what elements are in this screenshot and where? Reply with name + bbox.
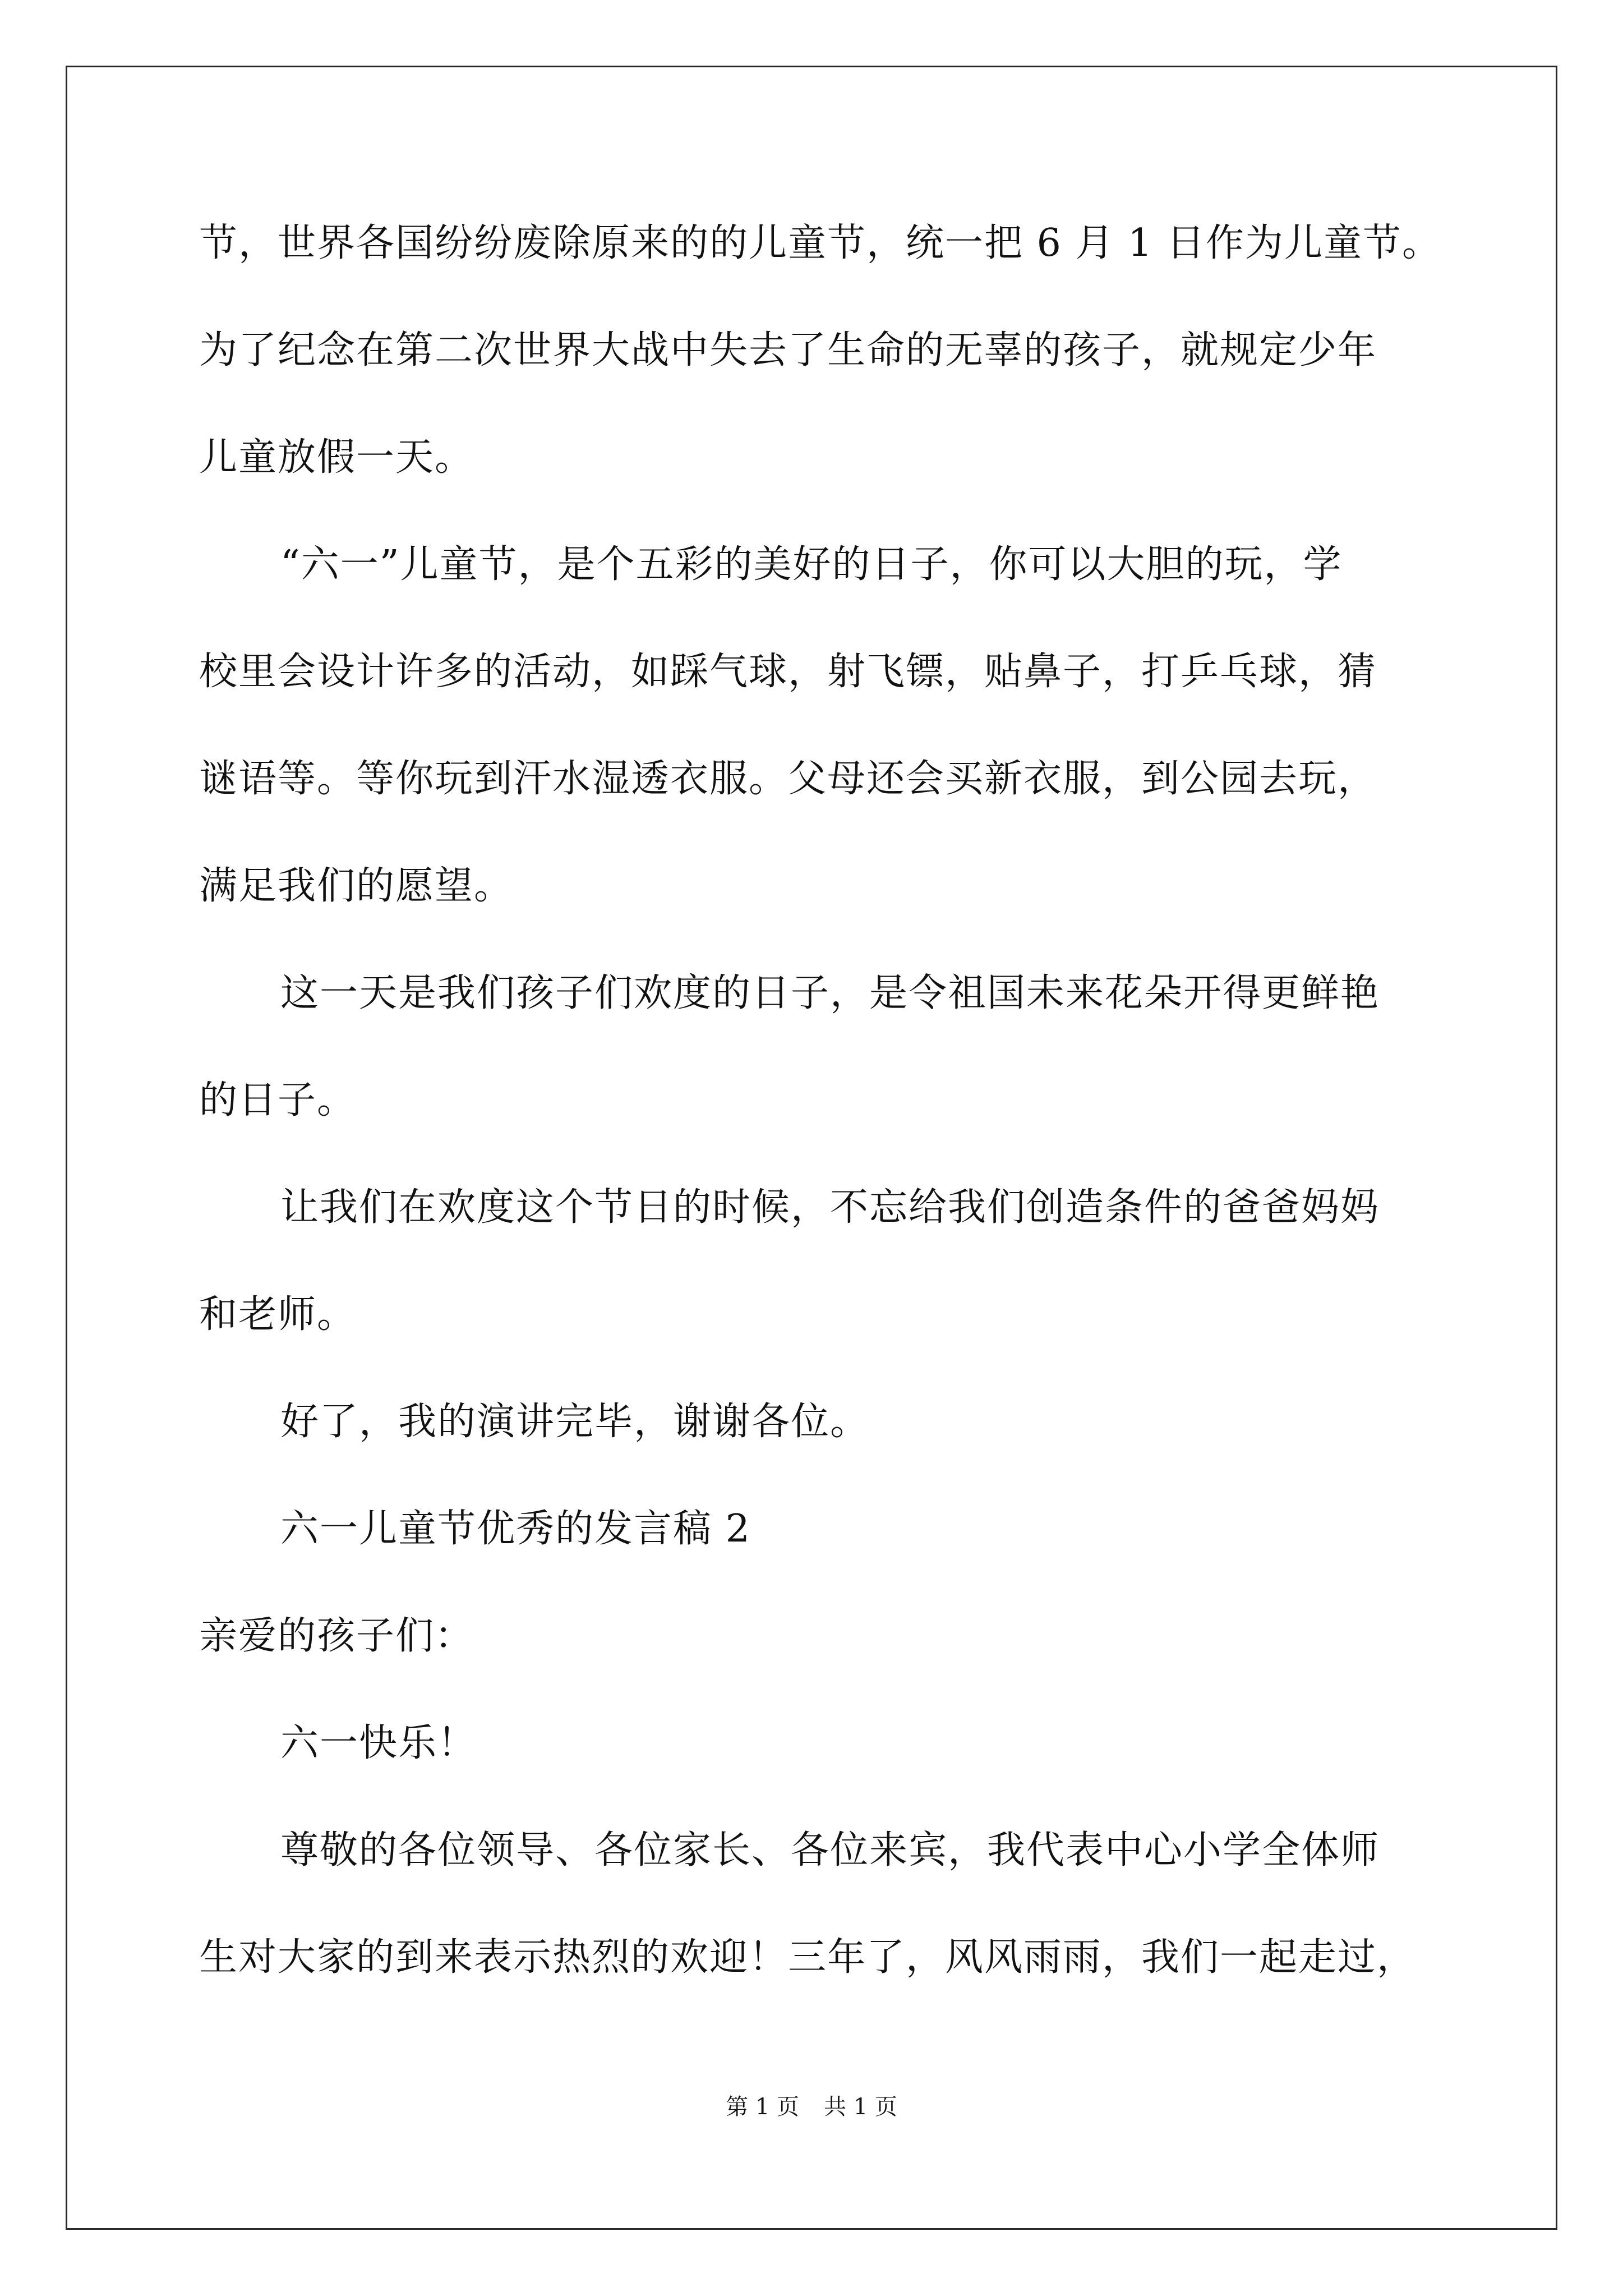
text-line: 为了纪念在第二次世界大战中失去了生命的无辜的孩子，就规定少年	[199, 328, 1377, 372]
text-line: 的日子。	[199, 1078, 357, 1122]
page-number: 第 1 页	[726, 2094, 799, 2120]
text-line: “六一”儿童节，是个五彩的美好的日子，你可以大胆的玩，学	[280, 542, 1343, 587]
text-line: 校里会设计许多的活动，如踩气球，射飞镖，贴鼻子，打乒乓球，猜	[199, 650, 1377, 694]
page-footer	[0, 2093, 1623, 2120]
text-line: 和老师。	[199, 1292, 357, 1337]
page-total: 共 1 页	[824, 2094, 897, 2120]
text-line: 六一快乐！	[280, 1721, 477, 1765]
salutation: 亲爱的孩子们：	[199, 1614, 474, 1658]
text-line: 生对大家的到来表示热烈的欢迎！三年了，风风雨雨，我们一起走过，	[199, 1935, 1417, 1980]
text-line: 好了，我的演讲完毕，谢谢各位。	[280, 1400, 870, 1444]
text-line: 这一天是我们孩子们欢度的日子，是令祖国未来花朵开得更鲜艳	[280, 971, 1380, 1015]
text-line: 让我们在欢度这个节日的时候，不忘给我们创造条件的爸爸妈妈	[280, 1185, 1380, 1230]
text-line: 满足我们的愿望。	[199, 864, 514, 908]
text-line: 尊敬的各位领导、各位家长、各位来宾，我代表中心小学全体师	[280, 1828, 1380, 1872]
section-heading: 六一儿童节优秀的发言稿 2	[280, 1507, 751, 1551]
text-line: 谜语等。等你玩到汗水湿透衣服。父母还会买新衣服，到公园去玩，	[199, 757, 1377, 801]
text-line: 节，世界各国纷纷废除原来的的儿童节，统一把 6 月 1 日作为儿童节。	[199, 221, 1441, 265]
text-line: 儿童放假一天。	[199, 435, 474, 480]
